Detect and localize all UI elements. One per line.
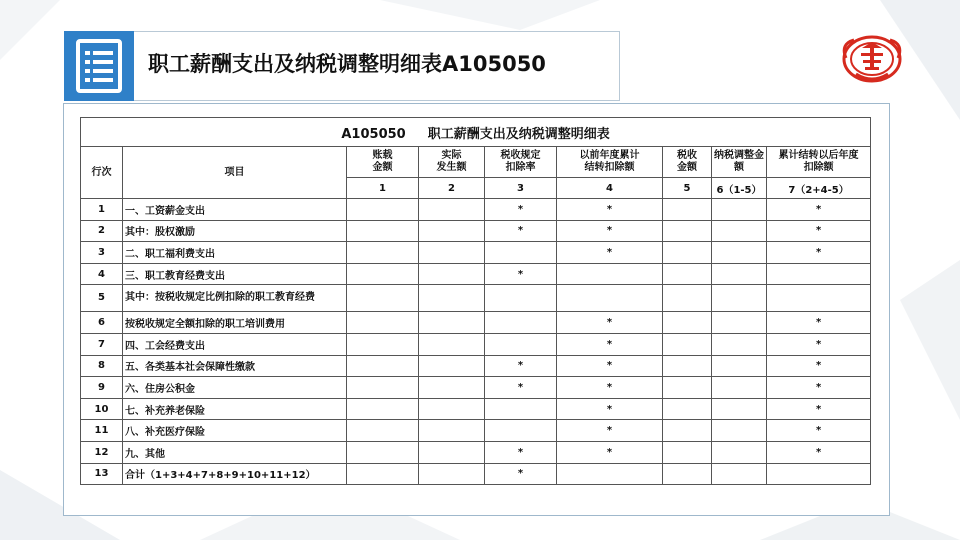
cell-col7: *: [767, 355, 871, 377]
row-item: 七、补充养老保险: [123, 398, 347, 420]
col-number-1: 1: [347, 178, 419, 199]
page-title: 职工薪酬支出及纳税调整明细表A105050: [148, 52, 546, 76]
cell-col1: [347, 263, 419, 285]
cell-col3: [485, 420, 557, 442]
cell-col3: [485, 398, 557, 420]
cell-col6: [712, 333, 767, 355]
cell-col7: *: [767, 398, 871, 420]
table-row: [81, 285, 871, 312]
table-row: [81, 377, 871, 399]
cell-col2: [419, 463, 485, 485]
cell-col7: *: [767, 312, 871, 334]
table-row: [81, 441, 871, 463]
cell-col6: [712, 285, 767, 312]
cell-col1: [347, 199, 419, 221]
row-item: 六、住房公积金: [123, 377, 347, 399]
cell-col7: *: [767, 333, 871, 355]
header-col6: 纳税调整金 额: [712, 147, 767, 178]
cell-col2: [419, 398, 485, 420]
row-item: 四、工会经费支出: [123, 333, 347, 355]
cell-col4: *: [557, 355, 663, 377]
table-row: [81, 220, 871, 242]
cell-col5: [663, 463, 712, 485]
cell-col4: *: [557, 333, 663, 355]
header-row: [81, 147, 871, 178]
row-number: 7: [81, 333, 123, 355]
row-number: 4: [81, 263, 123, 285]
table-row: [81, 312, 871, 334]
header-col5: 税收 金额: [663, 147, 712, 178]
cell-col3: *: [485, 199, 557, 221]
cell-col6: [712, 398, 767, 420]
cell-col2: [419, 312, 485, 334]
col-number-4: 4: [557, 178, 663, 199]
row-item: 二、职工福利费支出: [123, 242, 347, 264]
cell-col3: [485, 242, 557, 264]
cell-col7: *: [767, 220, 871, 242]
cell-col7: *: [767, 441, 871, 463]
cell-col1: [347, 463, 419, 485]
cell-col2: [419, 285, 485, 312]
salary-tax-adjustment-table: [80, 117, 871, 485]
row-number: 10: [81, 398, 123, 420]
cell-col3: *: [485, 463, 557, 485]
table-row: [81, 199, 871, 221]
cell-col1: [347, 285, 419, 312]
table-row: [81, 420, 871, 442]
header-col4: 以前年度累计 结转扣除额: [557, 147, 663, 178]
cell-col5: [663, 220, 712, 242]
cell-col5: [663, 398, 712, 420]
row-item: 其中：股权激励: [123, 220, 347, 242]
cell-col7: [767, 463, 871, 485]
cell-col7: *: [767, 420, 871, 442]
row-item: 三、职工教育经费支出: [123, 263, 347, 285]
cell-col4: *: [557, 398, 663, 420]
col-number-5: 5: [663, 178, 712, 199]
cell-col5: [663, 312, 712, 334]
document-list-icon: [64, 31, 134, 101]
row-number: 12: [81, 441, 123, 463]
row-item: 五、各类基本社会保障性缴款: [123, 355, 347, 377]
row-number: 1: [81, 199, 123, 221]
table-code: A105050: [341, 126, 406, 142]
cell-col7: [767, 285, 871, 312]
cell-col3: *: [485, 377, 557, 399]
row-item: 八、补充医疗保险: [123, 420, 347, 442]
tax-emblem-icon: [842, 34, 902, 84]
table-row: [81, 242, 871, 264]
cell-col3: [485, 312, 557, 334]
cell-col2: [419, 242, 485, 264]
cell-col1: [347, 333, 419, 355]
cell-col7: [767, 263, 871, 285]
cell-col6: [712, 420, 767, 442]
header-col7: 累计结转以后年度 扣除额: [767, 147, 871, 178]
cell-col6: [712, 377, 767, 399]
cell-col6: [712, 220, 767, 242]
row-number: 5: [81, 285, 123, 312]
col-number-2: 2: [419, 178, 485, 199]
cell-col1: [347, 220, 419, 242]
cell-col1: [347, 441, 419, 463]
cell-col3: *: [485, 220, 557, 242]
cell-col4: *: [557, 220, 663, 242]
row-item: 按税收规定全额扣除的职工培训费用: [123, 312, 347, 334]
cell-col2: [419, 377, 485, 399]
table-row: [81, 398, 871, 420]
cell-col5: [663, 441, 712, 463]
header-col2: 实际 发生额: [419, 147, 485, 178]
row-number: 13: [81, 463, 123, 485]
cell-col1: [347, 242, 419, 264]
col-number-3: 3: [485, 178, 557, 199]
row-number: 8: [81, 355, 123, 377]
cell-col4: [557, 263, 663, 285]
cell-col3: [485, 285, 557, 312]
cell-col1: [347, 377, 419, 399]
cell-col5: [663, 377, 712, 399]
cell-col6: [712, 355, 767, 377]
cell-col4: *: [557, 242, 663, 264]
cell-col6: [712, 242, 767, 264]
cell-col4: *: [557, 377, 663, 399]
header-col3: 税收规定 扣除率: [485, 147, 557, 178]
cell-col5: [663, 420, 712, 442]
header-col1: 账载 金额: [347, 147, 419, 178]
cell-col7: *: [767, 242, 871, 264]
header-item: 项目: [123, 147, 347, 199]
row-item: 一、工资薪金支出: [123, 199, 347, 221]
table-container: [80, 117, 870, 485]
row-number: 9: [81, 377, 123, 399]
cell-col4: *: [557, 420, 663, 442]
cell-col5: [663, 242, 712, 264]
table-name: 职工薪酬支出及纳税调整明细表: [427, 126, 610, 142]
cell-col2: [419, 441, 485, 463]
cell-col7: *: [767, 199, 871, 221]
cell-col2: [419, 220, 485, 242]
row-number: 11: [81, 420, 123, 442]
cell-col4: *: [557, 312, 663, 334]
cell-col2: [419, 199, 485, 221]
cell-col4: [557, 463, 663, 485]
table-row: [81, 333, 871, 355]
cell-col3: *: [485, 263, 557, 285]
cell-col6: [712, 263, 767, 285]
cell-col4: *: [557, 441, 663, 463]
col-number-7: 7（2+4-5）: [767, 178, 871, 199]
cell-col5: [663, 199, 712, 221]
table-title: [81, 118, 871, 147]
cell-col6: [712, 312, 767, 334]
cell-col1: [347, 420, 419, 442]
cell-col7: *: [767, 377, 871, 399]
row-item: 其中：按税收规定比例扣除的职工教育经费: [123, 285, 347, 312]
cell-col5: [663, 355, 712, 377]
cell-col3: [485, 333, 557, 355]
cell-col6: [712, 441, 767, 463]
table-row: [81, 263, 871, 285]
header-row-no: 行次: [81, 147, 123, 199]
cell-col5: [663, 285, 712, 312]
row-number: 2: [81, 220, 123, 242]
cell-col1: [347, 312, 419, 334]
cell-col1: [347, 355, 419, 377]
cell-col2: [419, 420, 485, 442]
table-row: [81, 463, 871, 485]
table-title-row: [81, 118, 871, 147]
cell-col3: *: [485, 355, 557, 377]
cell-col4: *: [557, 199, 663, 221]
cell-col5: [663, 263, 712, 285]
cell-col2: [419, 355, 485, 377]
row-number: 6: [81, 312, 123, 334]
row-number: 3: [81, 242, 123, 264]
cell-col2: [419, 263, 485, 285]
cell-col6: [712, 463, 767, 485]
cell-col4: [557, 285, 663, 312]
table-body: [81, 199, 871, 485]
cell-col5: [663, 333, 712, 355]
cell-col6: [712, 199, 767, 221]
col-number-6: 6（1-5）: [712, 178, 767, 199]
title-icon-box: [64, 31, 134, 101]
cell-col1: [347, 398, 419, 420]
cell-col3: *: [485, 441, 557, 463]
row-item: 九、其他: [123, 441, 347, 463]
cell-col2: [419, 333, 485, 355]
table-row: [81, 355, 871, 377]
row-item: 合计（1+3+4+7+8+9+10+11+12）: [123, 463, 347, 485]
